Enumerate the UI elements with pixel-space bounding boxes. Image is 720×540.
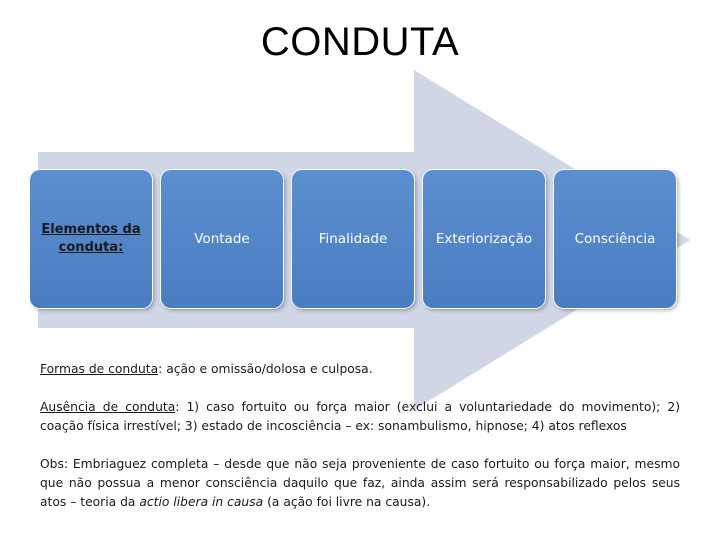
ausencia-paragraph — [40, 398, 680, 436]
formas-paragraph — [40, 360, 680, 379]
obs-text-after: (a ação foi livre na causa). — [263, 495, 431, 509]
formas-label: Formas de conduta — [40, 362, 159, 376]
process-item-label: Consciência — [574, 231, 656, 247]
process-box-vontade — [161, 170, 283, 308]
obs-paragraph — [40, 455, 680, 512]
formas-text: : ação e omissão/dolosa e culposa. — [158, 362, 373, 376]
process-first-label: Elementos da conduta: — [41, 222, 141, 255]
ausencia-text: : 1) caso fortuito ou força maior (exclui a voluntariedade do movimento); 2) coação física irrestível; 3) estado de incosciência – ex: sonambulismo, hipnose; 4) atos reflexos — [40, 400, 680, 433]
process-box-consciencia — [554, 170, 676, 308]
ausencia-label: Ausência de conduta — [40, 400, 176, 414]
obs-text-before: Obs: Embriaguez completa – desde que não seja proveniente de caso fortuito ou força maior, mesmo que não possua a menor consciência daquilo que faz, ainda assim será responsabilizado pelos seus atos – teoria da — [40, 457, 680, 509]
process-box-finalidade — [292, 170, 414, 308]
process-box-exteriorizacao — [423, 170, 545, 308]
process-item-label: Finalidade — [318, 231, 388, 247]
obs-italic: actio libera in causa — [139, 495, 264, 509]
process-item-label: Exteriorização — [435, 231, 533, 247]
process-box-elementos — [30, 170, 152, 308]
page-title: CONDUTA — [260, 20, 460, 64]
process-item-label: Vontade — [194, 231, 250, 247]
